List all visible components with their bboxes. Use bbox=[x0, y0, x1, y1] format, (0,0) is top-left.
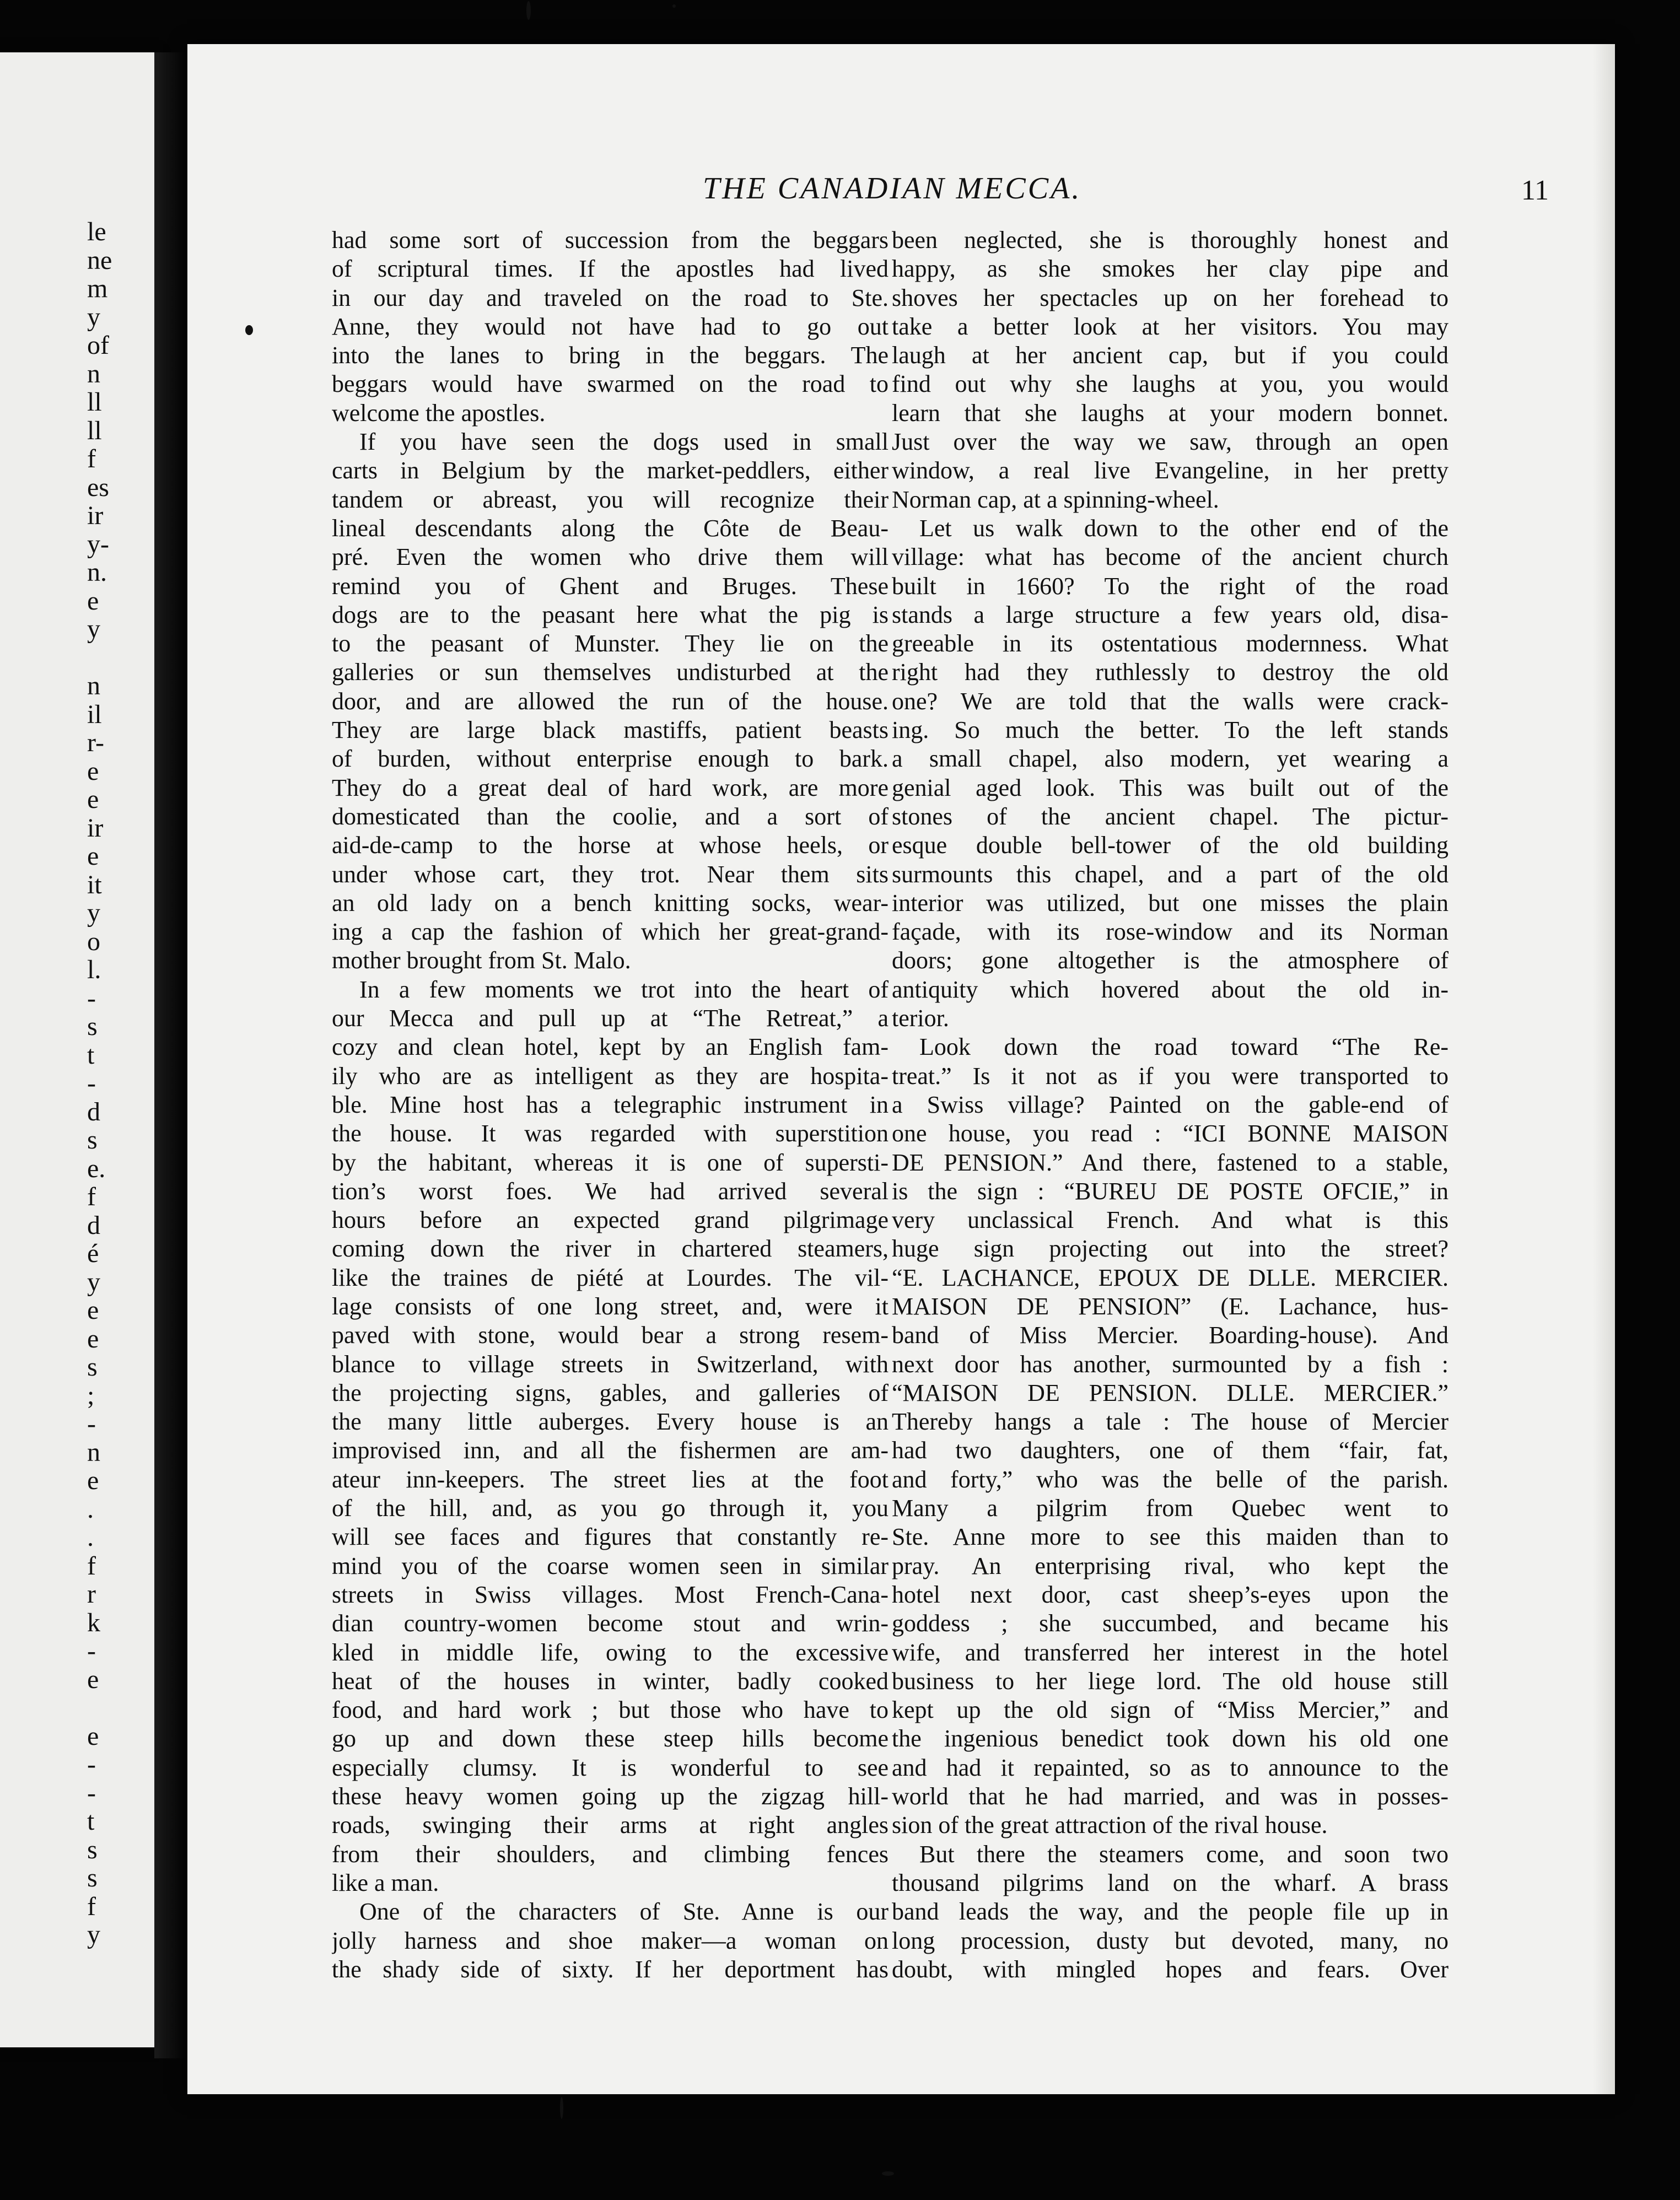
text-line: next door has another, surmounted by a fish : bbox=[892, 1350, 1449, 1378]
text-line: happy, as she smokes her clay pipe and bbox=[892, 255, 1449, 283]
text-line: one? We are told that the walls were crack- bbox=[892, 687, 1449, 715]
text-line: built in 1660? To the right of the road bbox=[892, 572, 1449, 600]
fragment-line: f bbox=[87, 1551, 96, 1581]
fragment-line: es bbox=[87, 472, 109, 502]
text-line: wife, and transferred her interest in the hotel bbox=[892, 1638, 1449, 1666]
text-line: esque double bell-tower of the old building bbox=[892, 832, 1449, 859]
text-line: had two daughters, one of them “fair, fat, bbox=[892, 1437, 1449, 1464]
text-line: carts in Belgium by the market-peddlers, either bbox=[332, 457, 889, 484]
text-line: ble. Mine host has a telegraphic instrument in bbox=[332, 1091, 889, 1118]
text-line: stones of the ancient chapel. The pictur- bbox=[892, 802, 1449, 830]
fragment-line: n. bbox=[87, 558, 107, 587]
text-line: very unclassical French. And what is this bbox=[892, 1206, 1449, 1234]
fragment-line: r bbox=[87, 1579, 96, 1609]
text-line: stands a large structure a few years old, disa- bbox=[892, 601, 1449, 628]
text-line: But there the steamers come, and soon two bbox=[919, 1840, 1449, 1868]
fragment-line: d bbox=[87, 1097, 100, 1126]
text-line: and forty,” who was the belle of the parish. bbox=[892, 1465, 1449, 1493]
text-line: a small chapel, also modern, yet wearing a bbox=[892, 745, 1449, 773]
fragment-line: f bbox=[87, 444, 96, 473]
text-line: band of Miss Mercier. Boarding-house). And bbox=[892, 1322, 1449, 1349]
text-line: been neglected, she is thoroughly honest and bbox=[892, 227, 1449, 254]
fragment-line bbox=[87, 644, 148, 672]
fragment-line: n bbox=[87, 359, 100, 389]
text-line: aid-de-camp to the horse at whose heels, or bbox=[332, 832, 889, 859]
text-line: these heavy women going up the zigzag hill- bbox=[332, 1783, 889, 1810]
fragment-line: r- bbox=[87, 728, 105, 757]
fragment-line: ll bbox=[87, 416, 102, 445]
text-line: and had it repainted, so as to announce to the bbox=[892, 1754, 1449, 1781]
fragment-line: y bbox=[87, 898, 100, 928]
text-line: had some sort of succession from the beggars bbox=[332, 227, 889, 254]
text-line: the projecting signs, gables, and galleries of bbox=[332, 1379, 889, 1406]
text-line: hours before an expected grand pilgrimage bbox=[332, 1206, 889, 1234]
previous-page-edge bbox=[0, 52, 154, 2047]
fragment-line: l. bbox=[87, 955, 101, 984]
fragment-line: it bbox=[87, 870, 102, 899]
text-line: of the hill, and, as you go through it, you bbox=[332, 1495, 889, 1522]
text-line: world that he had married, and was in posses- bbox=[892, 1783, 1449, 1810]
fragment-line: n bbox=[87, 1437, 100, 1467]
text-line: tion’s worst foes. We had arrived several bbox=[332, 1177, 889, 1205]
fragment-line: f bbox=[87, 1182, 96, 1211]
fragment-line: o bbox=[87, 926, 100, 956]
fragment-line: il bbox=[87, 699, 102, 729]
text-line: DE PENSION.” And there, fastened to a stable, bbox=[892, 1148, 1449, 1176]
page-edge-shading bbox=[1593, 44, 1615, 2094]
text-line: from their shoulders, and climbing fences bbox=[332, 1840, 889, 1868]
text-line: mother brought from St. Malo. bbox=[332, 947, 631, 974]
text-line: Just over the way we saw, through an open bbox=[892, 428, 1449, 456]
fragment-line: - bbox=[87, 1778, 96, 1808]
fragment-line: . bbox=[87, 1494, 94, 1524]
fragment-line: y bbox=[87, 1920, 100, 1949]
text-line: door, and are allowed the run of the house. bbox=[332, 687, 889, 715]
text-line: huge sign projecting out into the street? bbox=[892, 1235, 1449, 1263]
right-text-column bbox=[892, 226, 1449, 1984]
text-line: into the lanes to bring in the beggars. The bbox=[332, 342, 889, 369]
text-line: shoves her spectacles up on her forehead to bbox=[892, 284, 1449, 311]
fragment-line: le bbox=[87, 217, 106, 246]
text-line: the ingenious benedict took down his old one bbox=[892, 1725, 1449, 1753]
scan-speck bbox=[882, 2171, 894, 2176]
text-line: right had they ruthlessly to destroy the old bbox=[892, 659, 1449, 686]
text-line: the many little auberges. Every house is an bbox=[332, 1408, 889, 1436]
text-line: dogs are to the peasant here what the pig is bbox=[332, 601, 889, 628]
text-line: roads, swinging their arms at right angles bbox=[332, 1811, 889, 1839]
text-line: tandem or abreast, you will recognize their bbox=[332, 486, 889, 513]
book-page bbox=[187, 44, 1615, 2094]
scan-speck bbox=[672, 4, 676, 8]
text-line: Thereby hangs a tale : The house of Mercier bbox=[892, 1408, 1449, 1436]
fragment-line: - bbox=[87, 1409, 96, 1438]
text-line: thousand pilgrims land on the wharf. A brass bbox=[892, 1869, 1449, 1896]
fragment-line: é bbox=[87, 1239, 99, 1268]
text-line: window, a real live Evangeline, in her pretty bbox=[892, 457, 1449, 484]
text-line: improvised inn, and all the fishermen are am- bbox=[332, 1437, 889, 1464]
text-line: by the habitant, whereas it is one of supersti- bbox=[332, 1148, 889, 1176]
text-line: go up and down these steep hills become bbox=[332, 1725, 889, 1753]
text-line: long procession, dusty but devoted, many, no bbox=[892, 1927, 1449, 1954]
fragment-line: e bbox=[87, 1721, 99, 1751]
text-line: find out why she laughs at you, you would bbox=[892, 370, 1449, 398]
text-line: dian country-women become stout and wrin- bbox=[332, 1610, 889, 1637]
fragment-line: k bbox=[87, 1608, 100, 1637]
text-line: our Mecca and pull up at “The Retreat,” a bbox=[332, 1005, 889, 1032]
text-line: treat.” Is it not as if you were transported to bbox=[892, 1062, 1449, 1090]
text-line: In a few moments we trot into the heart of bbox=[359, 975, 889, 1003]
scan-speck bbox=[245, 325, 253, 335]
text-line: One of the characters of Ste. Anne is our bbox=[359, 1898, 889, 1926]
running-title: THE CANADIAN MECCA. bbox=[703, 171, 1082, 206]
text-line: Many a pilgrim from Quebec went to bbox=[892, 1495, 1449, 1522]
fragment-line: e. bbox=[87, 1153, 106, 1183]
text-line: lage consists of one long street, and, were it bbox=[332, 1292, 889, 1320]
fragment-line: e bbox=[87, 1664, 99, 1694]
fragment-line: - bbox=[87, 983, 96, 1013]
fragment-line: - bbox=[87, 1636, 96, 1665]
text-line: the house. It was regarded with superstition bbox=[332, 1120, 889, 1147]
text-line: laugh at her ancient cap, but if you could bbox=[892, 342, 1449, 369]
fragment-line: m bbox=[87, 274, 108, 303]
fragment-line: t bbox=[87, 1040, 95, 1070]
text-line: ing. So much the better. To the left stands bbox=[892, 716, 1449, 744]
text-line: coming down the river in chartered steamers, bbox=[332, 1235, 889, 1263]
previous-page-text-fragments bbox=[87, 218, 148, 1949]
text-line: especially clumsy. It is wonderful to see bbox=[332, 1754, 889, 1781]
fragment-line: f bbox=[87, 1891, 96, 1921]
fragment-line: s bbox=[87, 1863, 98, 1892]
text-line: sion of the great attraction of the rival house. bbox=[892, 1811, 1328, 1839]
text-line: remind you of Ghent and Bruges. These bbox=[332, 572, 889, 600]
text-line: heat of the houses in winter, badly cooked bbox=[332, 1667, 889, 1695]
text-line: doubt, with mingled hopes and fears. Over bbox=[892, 1955, 1449, 1983]
text-line: will see faces and figures that constantly re- bbox=[332, 1523, 889, 1551]
fragment-line: e bbox=[87, 1466, 99, 1495]
text-line: goddess ; she succumbed, and became his bbox=[892, 1610, 1449, 1637]
fragment-line: ne bbox=[87, 245, 112, 275]
fragment-line: y bbox=[87, 1267, 100, 1297]
text-line: like a man. bbox=[332, 1869, 439, 1896]
text-line: village: what has become of the ancient church bbox=[892, 543, 1449, 571]
text-line: band leads the way, and the people file up in bbox=[892, 1898, 1449, 1926]
fragment-line bbox=[87, 1694, 148, 1722]
scan-speck bbox=[526, 1, 531, 20]
text-line: terior. bbox=[892, 1005, 949, 1032]
text-line: “E. LACHANCE, EPOUX DE DLLE. MERCIER. bbox=[892, 1264, 1449, 1291]
text-line: like the traines de piété at Lourdes. The vil- bbox=[332, 1264, 889, 1291]
text-line: to the peasant of Munster. They lie on the bbox=[332, 630, 889, 657]
text-line: Let us walk down to the other end of the bbox=[919, 514, 1449, 542]
text-line: food, and hard work ; but those who have to bbox=[332, 1696, 889, 1724]
text-line: ateur inn-keepers. The street lies at the foot bbox=[332, 1465, 889, 1493]
text-line: They are large black mastiffs, patient beasts bbox=[332, 716, 889, 744]
text-line: is the sign : “BUREU DE POSTE OFCIE,” in bbox=[892, 1177, 1449, 1205]
text-line: an old lady on a bench knitting socks, wear- bbox=[332, 889, 889, 916]
text-line: MAISON DE PENSION” (E. Lachance, hus- bbox=[892, 1292, 1449, 1320]
text-line: a Swiss village? Painted on the gable-end of bbox=[892, 1091, 1449, 1118]
scan-speck bbox=[560, 2097, 563, 2119]
fragment-line: y bbox=[87, 302, 100, 332]
text-line: learn that she laughs at your modern bonnet. bbox=[892, 399, 1449, 427]
text-line: lineal descendants along the Côte de Beau- bbox=[332, 514, 889, 542]
fragment-line: e bbox=[87, 785, 99, 814]
text-line: jolly harness and shoe maker—a woman on bbox=[332, 1927, 889, 1954]
text-line: They do a great deal of hard work, are more bbox=[332, 774, 889, 801]
text-line: beggars would have swarmed on the road to bbox=[332, 370, 889, 398]
text-line: doors; gone altogether is the atmosphere of bbox=[892, 947, 1449, 974]
fragment-line: e bbox=[87, 586, 99, 616]
text-line: under whose cart, they trot. Near them sits bbox=[332, 860, 889, 888]
text-line: of burden, without enterprise enough to bark. bbox=[332, 745, 889, 773]
text-line: in our day and traveled on the road to Ste. bbox=[332, 284, 889, 311]
fragment-line: . bbox=[87, 1523, 94, 1552]
text-line: pré. Even the women who drive them will bbox=[332, 543, 889, 571]
text-line: streets in Swiss villages. Most French-Cana- bbox=[332, 1581, 889, 1608]
fragment-line: - bbox=[87, 1069, 96, 1098]
text-line: genial aged look. This was built out of the bbox=[892, 774, 1449, 801]
left-text-column bbox=[332, 226, 889, 1984]
text-line: domesticated than the coolie, and a sort of bbox=[332, 802, 889, 830]
fragment-line: e bbox=[87, 756, 99, 786]
text-line: galleries or sun themselves undisturbed at the bbox=[332, 659, 889, 686]
text-line: kled in middle life, owing to the excessive bbox=[332, 1638, 889, 1666]
text-line: surmounts this chapel, and a part of the old bbox=[892, 860, 1449, 888]
fragment-line: ; bbox=[87, 1381, 95, 1410]
fragment-line: of bbox=[87, 331, 109, 360]
fragment-line: e bbox=[87, 1324, 99, 1354]
text-line: mind you of the coarse women seen in similar bbox=[332, 1552, 889, 1579]
fragment-line: y- bbox=[87, 529, 109, 559]
fragment-line: s bbox=[87, 1835, 98, 1864]
text-line: Anne, they would not have had to go out bbox=[332, 312, 889, 340]
text-line: of scriptural times. If the apostles had lived bbox=[332, 255, 889, 283]
fragment-line: s bbox=[87, 1352, 98, 1382]
fragment-line: s bbox=[87, 1012, 98, 1041]
fragment-line: d bbox=[87, 1210, 100, 1240]
text-line: If you have seen the dogs used in small bbox=[359, 428, 889, 456]
text-line: take a better look at her visitors. You may bbox=[892, 312, 1449, 340]
text-line: welcome the apostles. bbox=[332, 399, 546, 427]
fragment-line: ir bbox=[87, 813, 104, 843]
text-line: pray. An enterprising rival, who kept the bbox=[892, 1552, 1449, 1579]
fragment-line: e bbox=[87, 1296, 99, 1325]
fragment-line: e bbox=[87, 842, 99, 871]
fragment-line: ir bbox=[87, 501, 104, 530]
text-line: interior was utilized, but one misses the plain bbox=[892, 889, 1449, 916]
text-line: one house, you read : “ICI BONNE MAISON bbox=[892, 1120, 1449, 1147]
page-number: 11 bbox=[1521, 175, 1549, 206]
text-line: kept up the old sign of “Miss Mercier,” and bbox=[892, 1696, 1449, 1724]
text-line: cozy and clean hotel, kept by an English fam- bbox=[332, 1033, 889, 1061]
text-line: façade, with its rose-window and its Norman bbox=[892, 918, 1449, 946]
text-line: Look down the road toward “The Re- bbox=[919, 1033, 1449, 1061]
text-line: blance to village streets in Switzerland, with bbox=[332, 1350, 889, 1378]
fragment-line: y bbox=[87, 614, 100, 644]
text-line: antiquity which hovered about the old in- bbox=[892, 975, 1449, 1003]
text-line: the shady side of sixty. If her deportment has bbox=[332, 1955, 889, 1983]
text-line: greeable in its ostentatious modernness. What bbox=[892, 630, 1449, 657]
fragment-line: s bbox=[87, 1125, 98, 1155]
running-head bbox=[187, 171, 1615, 215]
text-line: Norman cap, at a spinning-wheel. bbox=[892, 486, 1219, 513]
fragment-line: - bbox=[87, 1750, 96, 1779]
fragment-line: ll bbox=[87, 387, 102, 417]
text-line: ing a cap the fashion of which her great-grand- bbox=[332, 918, 889, 946]
text-line: ily who are as intelligent as they are hospita- bbox=[332, 1062, 889, 1090]
text-line: paved with stone, would bear a strong resem- bbox=[332, 1322, 889, 1349]
text-line: “MAISON DE PENSION. DLLE. MERCIER.” bbox=[892, 1379, 1449, 1406]
text-line: Ste. Anne more to see this maiden than to bbox=[892, 1523, 1449, 1551]
text-line: hotel next door, cast sheep’s-eyes upon the bbox=[892, 1581, 1449, 1608]
fragment-line: t bbox=[87, 1807, 95, 1836]
text-line: business to her liege lord. The old house still bbox=[892, 1667, 1449, 1695]
fragment-line: n bbox=[87, 671, 100, 700]
